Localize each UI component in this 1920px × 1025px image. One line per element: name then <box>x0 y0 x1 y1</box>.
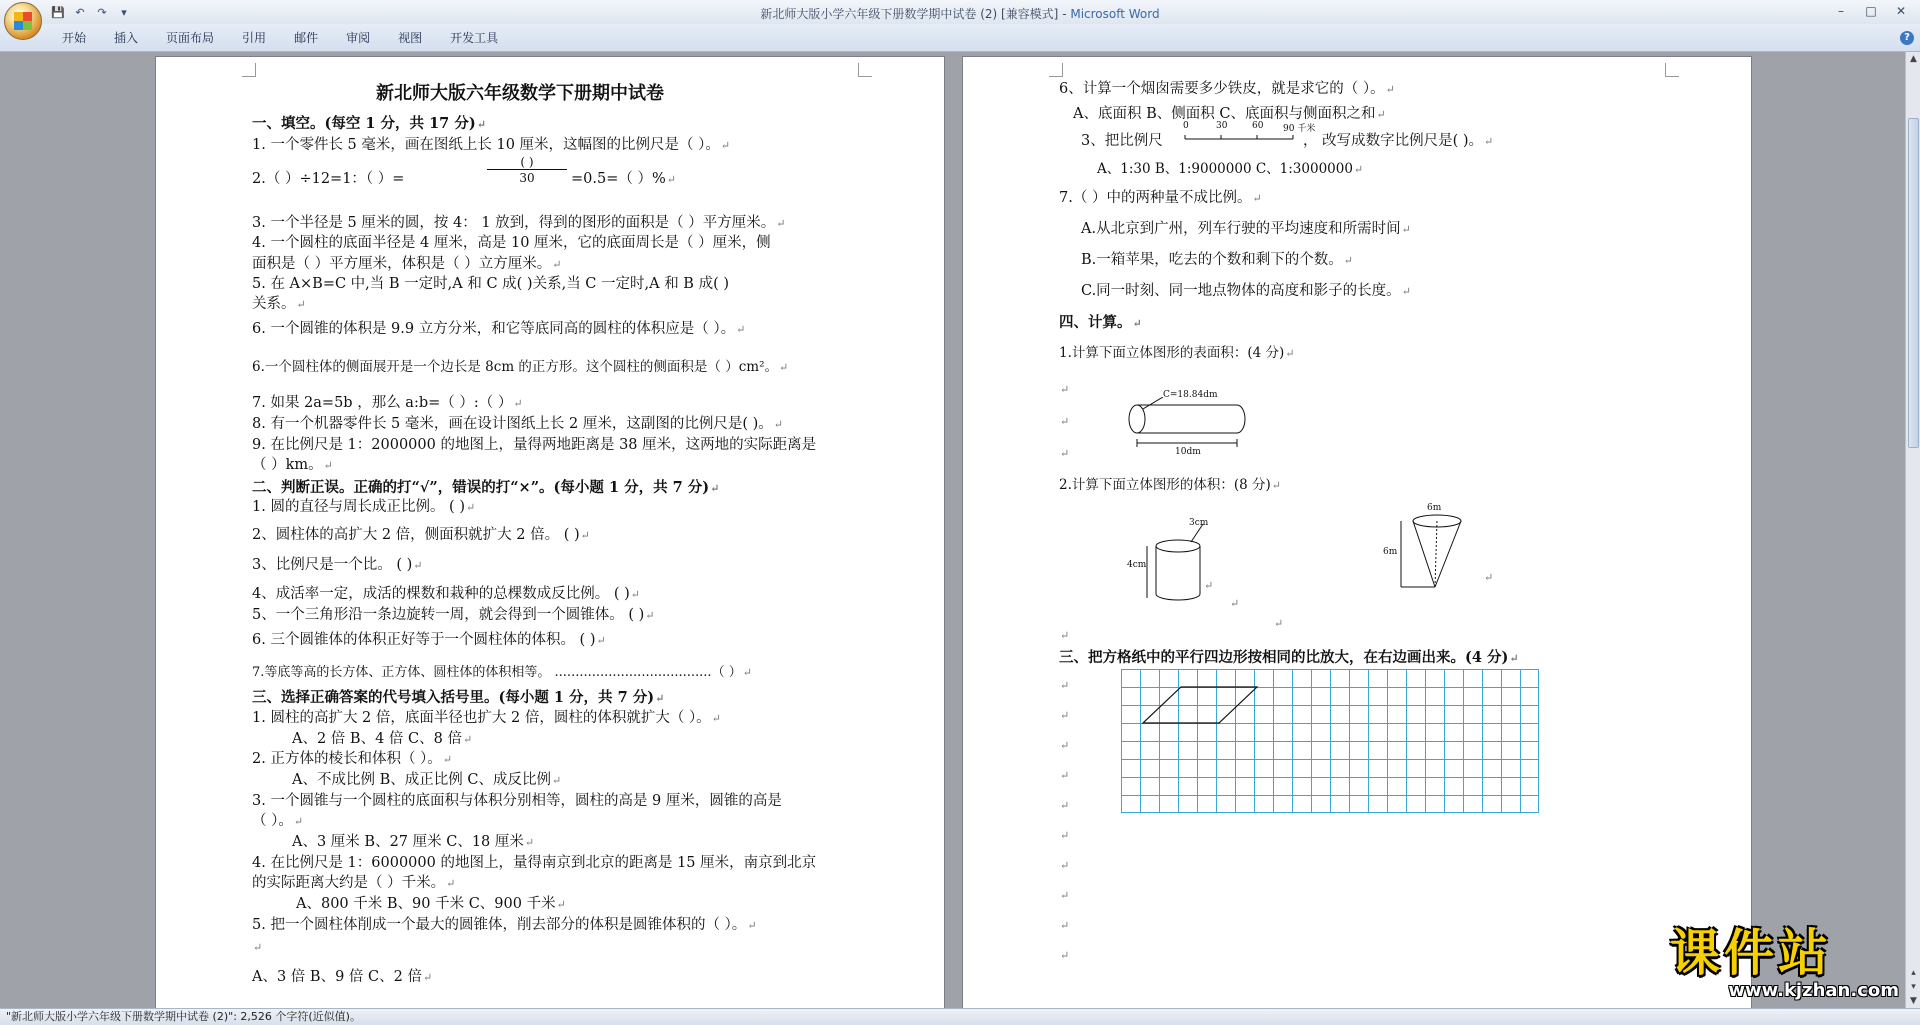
question-line <box>252 171 404 188</box>
option-line <box>292 772 561 789</box>
line-text: 3、比例尺是一个比。 ( ) <box>252 557 413 573</box>
question-line <box>252 665 752 681</box>
line-text: A.从北京到广州，列车行驶的平均速度和所需时间 <box>1081 221 1401 237</box>
question-line <box>252 235 771 252</box>
question-line <box>252 557 422 574</box>
empty-line <box>1059 917 1069 934</box>
empty-line <box>1059 445 1069 462</box>
watermark-url: www.kjzhan.com <box>1728 980 1899 1001</box>
paragraph-mark: ↵ <box>1060 383 1070 396</box>
line-text: A、800 千米 B、90 千米 C、900 千米 <box>296 896 556 912</box>
crop-mark <box>858 63 872 77</box>
line-text: 8. 有一个机器零件长 5 毫米，画在设计图纸上长 2 厘米，这副图的比例尺是( )。 <box>252 416 773 432</box>
paragraph-mark: ↵ <box>1060 709 1070 722</box>
question-line <box>252 917 757 934</box>
line-text: 1. 圆的直径与周长成正比例。 ( ) <box>252 499 465 515</box>
paragraph-mark: ↵ <box>1401 285 1411 298</box>
paragraph-mark: ↵ <box>465 501 476 514</box>
line-text: A、2 倍 B、4 倍 C、8 倍 <box>292 731 462 747</box>
vertical-scrollbar[interactable] <box>1905 52 1920 1008</box>
empty-line <box>1059 677 1069 694</box>
paragraph-mark: ↵ <box>1060 859 1070 872</box>
line-text: A、3 倍 B、9 倍 C、2 倍 <box>252 969 422 985</box>
length-label: 10dm <box>1175 447 1201 457</box>
empty-line <box>1203 577 1213 594</box>
paragraph-mark: ↵ <box>580 529 590 542</box>
paragraph-mark: ↵ <box>462 733 473 746</box>
line-text: 5. 把一个圆柱体削成一个最大的圆锥体，削去部分的体积是圆锥体积的（ ）。 <box>252 917 747 933</box>
question-line <box>252 813 303 830</box>
radius-label: 3cm <box>1189 518 1209 528</box>
section-heading <box>252 689 664 706</box>
line-text: 6. 三个圆锥体的体积正好等于一个圆柱体的体积。 ( ) <box>252 632 596 648</box>
paragraph-mark: ↵ <box>1401 223 1411 236</box>
cone-side <box>1413 521 1435 587</box>
line-text: 7.等底等高的长方体、正方体、圆柱体的体积相等。 ......................................（ ） <box>252 665 742 680</box>
empty-line <box>1059 767 1069 784</box>
diameter-label: 6m <box>1427 503 1442 513</box>
redo-icon[interactable]: ↷ <box>97 5 107 19</box>
line-text: 6、计算一个烟囱需要多少铁皮，就是求它的（ ）。 <box>1059 81 1385 97</box>
paragraph-mark: ↵ <box>1343 254 1353 267</box>
paragraph-mark: ↵ <box>1060 629 1070 642</box>
line-text: A、3 厘米 B、27 厘米 C、18 厘米 <box>292 834 524 850</box>
paragraph-mark: ↵ <box>476 118 486 131</box>
line-text: 6. 一个圆锥的体积是 9.9 立方分米，和它等底同高的圆柱的体积应是（ ）。 <box>252 321 736 337</box>
question-line <box>1081 133 1163 150</box>
watermark <box>1670 925 1905 1001</box>
paragraph-mark: ↵ <box>655 692 665 705</box>
paragraph-mark: ↵ <box>296 298 306 311</box>
paragraph-mark: ↵ <box>413 559 423 572</box>
line-text: 三、选择正确答案的代号填入括号里。(每小题 1 分，共 7 分) <box>252 689 655 706</box>
ribbon-tabs <box>0 24 1920 52</box>
option-line <box>1081 221 1411 238</box>
paragraph-mark: ↵ <box>711 712 721 725</box>
paragraph-mark: ↵ <box>645 609 655 622</box>
question-line <box>252 607 654 624</box>
close-button[interactable]: ✕ <box>1895 4 1907 18</box>
option-line <box>292 834 534 851</box>
question-line <box>252 321 745 338</box>
height-label: 6m <box>1383 547 1398 557</box>
section-heading <box>1059 314 1142 331</box>
title-separator: - <box>1058 7 1071 21</box>
paragraph-mark: ↵ <box>524 836 535 849</box>
line-text: （ ）。 <box>252 813 293 829</box>
paragraph-mark: ↵ <box>710 482 720 495</box>
question-line <box>571 171 676 188</box>
line-text: 2、圆柱体的高扩大 2 倍，侧面积就扩大 2 倍。 ( ) <box>252 527 580 543</box>
paragraph-mark: ↵ <box>742 666 752 679</box>
paragraph-mark: ↵ <box>1060 949 1070 962</box>
empty-line <box>1229 595 1239 612</box>
document-name: 新北师大版小学六年级下册数学期中试卷 (2) [兼容模式] <box>760 7 1059 21</box>
line-text: 7. 如果 2a=5b ，那么 a:b=（ ）:（ ） <box>252 395 513 411</box>
question-line <box>252 457 333 474</box>
paragraph-mark: ↵ <box>1060 799 1070 812</box>
option-line <box>1081 252 1353 269</box>
line-text: A、底面积 B、侧面积 C、底面积与侧面积之和 <box>1073 106 1376 122</box>
paragraph-mark: ↵ <box>1060 919 1070 932</box>
watermark-title: 课件站 <box>1670 924 1832 982</box>
section-heading <box>1059 649 1519 666</box>
line-text: 四、计算。 <box>1059 314 1132 331</box>
page-left[interactable] <box>155 56 945 1016</box>
paragraph-mark: ↵ <box>293 815 304 828</box>
empty-line <box>1059 627 1069 644</box>
line-text: 1.计算下面立体图形的表面积：(4 分) <box>1059 345 1285 361</box>
window-controls <box>1826 1 1916 21</box>
question-line <box>252 586 640 603</box>
scroll-up-icon[interactable]: ▲ <box>1910 54 1917 64</box>
paragraph-mark: ↵ <box>551 774 562 787</box>
paragraph-mark: ↵ <box>552 258 562 271</box>
question-line <box>252 632 606 649</box>
empty-line <box>1059 887 1069 904</box>
customize-qat-icon[interactable]: ▾ <box>121 5 127 19</box>
crop-mark <box>1665 63 1679 77</box>
scroll-thumb[interactable] <box>1908 118 1919 448</box>
tab-home[interactable]: 开始 <box>62 31 87 45</box>
line-text: ， 改写成数字比例尺是( )。 <box>1303 133 1484 149</box>
empty-line <box>252 939 262 956</box>
scale-tick-label: 30 <box>1216 121 1228 131</box>
empty-line <box>1059 413 1069 430</box>
paragraph-mark: ↵ <box>736 323 746 336</box>
paragraph-mark: ↵ <box>556 898 566 911</box>
line-text: （ ）km。 <box>252 457 323 473</box>
crop-mark <box>1049 63 1063 77</box>
line-text: 2. 正方体的棱长和体积（ ）。 <box>252 751 442 767</box>
paragraph-mark: ↵ <box>442 753 453 766</box>
next-page-icon[interactable]: ▾ <box>1911 982 1916 992</box>
fraction-numerator: ( ) <box>487 155 567 170</box>
tab-view[interactable]: 视图 <box>398 31 423 45</box>
line-text: 5. 在 A×B=C 中,当 B 一定时,A 和 C 成( )关系,当 C 一定时,A 和 B 成( ) <box>252 276 729 292</box>
option-line <box>1081 283 1411 300</box>
paragraph-mark: ↵ <box>776 217 786 230</box>
cylinder-left-face <box>1129 405 1145 433</box>
prev-page-icon[interactable]: ▴ <box>1911 968 1916 978</box>
scale-tick-label: 60 <box>1252 121 1264 131</box>
paragraph-mark: ↵ <box>1060 829 1070 842</box>
paragraph-mark: ↵ <box>1271 479 1282 492</box>
cone-height-line <box>1435 521 1437 587</box>
paragraph-mark: ↵ <box>773 418 783 431</box>
line-text: 2.（ ）÷12=1：（ ）= <box>252 171 405 187</box>
line-text: B.一箱苹果，吃去的个数和剩下的个数。 <box>1081 252 1343 268</box>
paragraph-mark: ↵ <box>778 361 789 374</box>
question-line <box>1059 190 1262 207</box>
cylinder-right-face <box>1237 405 1245 433</box>
scale-tick-label: 0 <box>1183 121 1189 131</box>
question-line <box>252 395 523 412</box>
save-icon[interactable]: 💾 <box>51 5 65 19</box>
paragraph-mark: ↵ <box>720 139 731 152</box>
question-line <box>1059 477 1281 493</box>
paragraph-mark: ↵ <box>446 877 456 890</box>
section-heading <box>252 479 719 496</box>
undo-icon[interactable]: ↶ <box>75 5 85 19</box>
maximize-button[interactable]: □ <box>1865 4 1877 18</box>
status-bar <box>0 1008 1920 1025</box>
line-text: =0.5=（ ）% <box>571 171 666 187</box>
cone-figure <box>1373 507 1483 607</box>
line-text: 三、把方格纸中的平行四边形按相同的比放大，在右边画出来。(4 分) <box>1059 649 1509 666</box>
cylinder-bottom-face <box>1156 594 1200 600</box>
question-line <box>252 875 455 892</box>
question-line <box>252 793 782 810</box>
paragraph-mark: ↵ <box>253 941 263 954</box>
paragraph-mark: ↵ <box>1509 652 1519 665</box>
paragraph-mark: ↵ <box>630 588 640 601</box>
question-line <box>252 296 306 313</box>
line-text: 5、一个三角形沿一条边旋转一周，就会得到一个圆锥体。 ( ) <box>252 607 645 623</box>
paragraph-mark: ↵ <box>323 459 333 472</box>
circumference-label: C=18.84dm <box>1163 390 1218 400</box>
paragraph-mark: ↵ <box>1230 597 1240 610</box>
grid-paper <box>1121 669 1539 813</box>
line-text: 二、判断正误。正确的打“√”，错误的打“×”。(每小题 1 分，共 7 分) <box>252 479 710 496</box>
scale-tick-label: 90 千米 <box>1283 124 1316 134</box>
line-text: 4、成活率一定，成活的棵数和栽种的总棵数成反比例。 ( ) <box>252 586 630 602</box>
paragraph-mark: ↵ <box>1132 317 1142 330</box>
paragraph-mark: ↵ <box>1060 679 1070 692</box>
exam-title: 新北师大版六年级数学下册期中试卷 <box>376 83 664 104</box>
paragraph-mark: ↵ <box>1353 163 1364 176</box>
paragraph-mark: ↵ <box>1060 447 1070 460</box>
fraction-denominator: 30 <box>519 171 535 185</box>
question-line <box>252 527 590 544</box>
line-text: 1. 圆柱的高扩大 2 倍，底面半径也扩大 2 倍，圆柱的体积就扩大（ ）。 <box>252 710 711 726</box>
line-text: A、1:30 B、1:9000000 C、1:3000000 <box>1097 161 1353 177</box>
line-text: 6.一个圆柱体的侧面展开是一个边长是 8cm 的正方形。这个圆柱的侧面积是（ ）cm²。 <box>252 359 778 375</box>
option-line <box>1073 106 1386 123</box>
empty-line <box>1059 947 1069 964</box>
line-text: 一、填空。(每空 1 分，共 17 分) <box>252 115 476 132</box>
line-text: 9. 在比例尺是 1：2000000 的地图上，量得两地距离是 38 厘米，这两地的实际距离是 <box>252 437 817 453</box>
question-line <box>1303 133 1493 150</box>
paragraph-mark: ↵ <box>1060 415 1070 428</box>
paragraph-mark: ↵ <box>1376 108 1386 121</box>
tab-references[interactable]: 引用 <box>242 31 267 45</box>
tab-insert[interactable]: 插入 <box>114 31 139 45</box>
empty-line <box>1059 827 1069 844</box>
cone-side <box>1435 521 1461 587</box>
option-line <box>292 731 472 748</box>
paragraph-mark: ↵ <box>1484 571 1494 584</box>
line-text: 面积是（ ）平方厘米，体积是（ ）立方厘米。 <box>252 256 552 272</box>
line-text: 关系。 <box>252 296 296 312</box>
grid-lines <box>1121 669 1539 813</box>
empty-line <box>1059 797 1069 814</box>
section-heading <box>252 115 486 132</box>
paragraph-mark: ↵ <box>1204 579 1214 592</box>
question-line <box>252 416 783 433</box>
line-text: 3. 一个半径是 5 厘米的圆，按 4： 1 放到，得到的图形的面积是（ ）平方厘米。 <box>252 215 776 231</box>
page-right[interactable] <box>962 56 1752 1016</box>
question-line <box>252 276 729 293</box>
title-bar <box>0 0 1920 24</box>
office-button[interactable] <box>4 2 42 40</box>
line-text: 1. 一个零件长 5 毫米，画在图纸上长 10 厘米，这幅图的比例尺是（ ）。 <box>252 137 720 153</box>
question-line <box>252 710 721 727</box>
empty-line <box>1273 615 1283 632</box>
document-workspace <box>0 52 1905 1008</box>
paragraph-mark: ↵ <box>1484 135 1494 148</box>
question-line <box>252 499 475 516</box>
line-text: 4. 一个圆柱的底面半径是 4 厘米，高是 10 厘米，它的底面周长是（ ）厘米，侧 <box>252 235 771 251</box>
question-line <box>252 751 452 768</box>
minimize-button[interactable]: – <box>1838 4 1844 18</box>
paragraph-mark: ↵ <box>747 919 757 932</box>
window-title <box>0 5 1920 22</box>
question-line <box>252 256 561 273</box>
empty-line <box>1483 569 1493 586</box>
status-text: "新北师大版小学六年级下册数学期中试卷 (2)": 2,526 个字符(近似值)。 <box>6 1010 361 1023</box>
paragraph-mark: ↵ <box>1060 739 1070 752</box>
help-icon[interactable]: ? <box>1900 31 1914 45</box>
app-name: Microsoft Word <box>1070 7 1160 21</box>
question-line <box>1059 81 1395 98</box>
option-line <box>296 896 566 913</box>
paragraph-mark: ↵ <box>513 397 523 410</box>
paragraph-mark: ↵ <box>1285 347 1295 360</box>
empty-line <box>1059 737 1069 754</box>
office-logo-icon <box>14 12 32 30</box>
height-label: 4cm <box>1127 560 1147 570</box>
question-line <box>252 855 816 872</box>
line-text: A、不成比例 B、成正比例 C、成反比例 <box>292 772 551 788</box>
line-text: 3. 一个圆锥与一个圆柱的底面积与体积分别相等，圆柱的高是 9 厘米，圆锥的高是 <box>252 793 782 809</box>
paragraph-mark: ↵ <box>1385 83 1395 96</box>
question-line <box>252 215 786 232</box>
line-text: 4. 在比例尺是 1：6000000 的地图上，量得南京到北京的距离是 15 厘米，南京到北京 <box>252 855 817 871</box>
line-text: 3、把比例尺 <box>1081 133 1163 149</box>
paragraph-mark: ↵ <box>596 634 606 647</box>
tab-page-layout[interactable]: 页面布局 <box>166 31 215 45</box>
option-line <box>1097 161 1363 177</box>
question-line <box>252 437 816 454</box>
paragraph-mark: ↵ <box>666 173 676 186</box>
question-line <box>252 137 730 154</box>
paragraph-mark: ↵ <box>422 971 433 984</box>
option-line <box>252 969 432 986</box>
tab-developer[interactable]: 开发工具 <box>450 31 499 45</box>
line-text: C.同一时刻、同一地点物体的高度和影子的长度。 <box>1081 283 1401 299</box>
question-line <box>252 359 788 375</box>
circumference-leader <box>1143 397 1163 409</box>
line-text: 的实际距离大约是（ ）千米。 <box>252 875 446 891</box>
paragraph-mark: ↵ <box>1060 889 1070 902</box>
line-text: 2.计算下面立体图形的体积：(8 分) <box>1059 477 1271 493</box>
empty-line <box>1059 707 1069 724</box>
paragraph-mark: ↵ <box>1274 617 1284 630</box>
line-text: 7.（ ）中的两种量不成比例。 <box>1059 190 1252 206</box>
question-line <box>1059 345 1295 361</box>
paragraph-mark: ↵ <box>1252 192 1262 205</box>
scroll-down-icon[interactable]: ▼ <box>1910 996 1917 1006</box>
tab-mailings[interactable]: 邮件 <box>294 31 319 45</box>
empty-line <box>1059 857 1069 874</box>
paragraph-mark: ↵ <box>1060 769 1070 782</box>
crop-mark <box>242 63 256 77</box>
empty-line <box>1059 381 1069 398</box>
tab-review[interactable]: 审阅 <box>346 31 371 45</box>
cylinder-top-face <box>1156 540 1200 552</box>
